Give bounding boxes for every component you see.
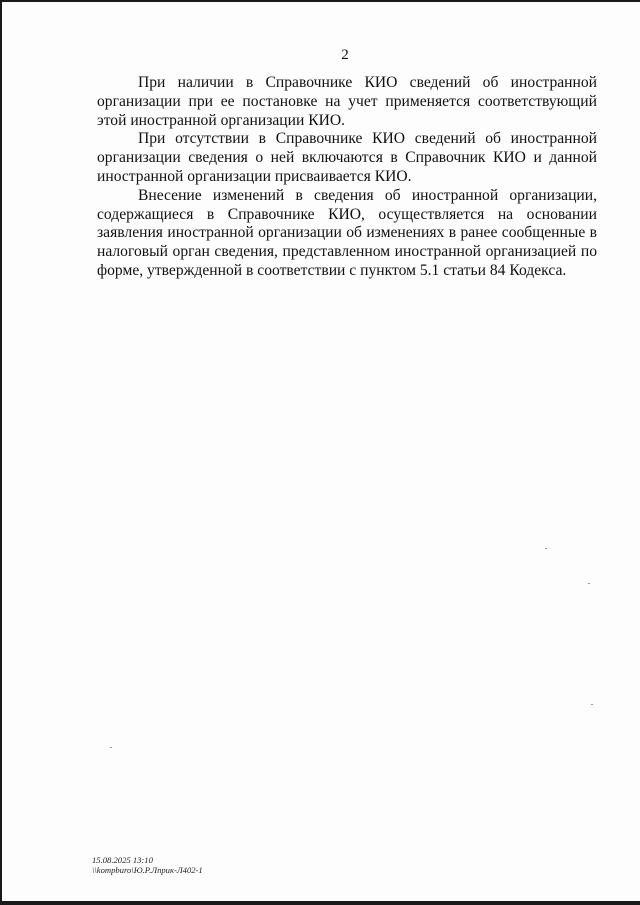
scan-speck: [591, 704, 593, 705]
document-body: [97, 74, 597, 281]
footer-file-path: \\kompburo\Ю.Р.Лприк-Л402-1: [92, 864, 203, 875]
paragraph-1: При наличии в Справочнике КИО сведений об иностранной организации при ее постановке на учет применяется соответствующий этой иностранной организации КИО.: [97, 74, 597, 129]
scan-speck: [110, 747, 112, 748]
scan-speck: [588, 583, 590, 584]
scan-edge-left: [0, 0, 2, 905]
paragraph-2: При отсутствии в Справочнике КИО сведений об иностранной организации сведения о ней включаются в Справочник КИО и данной иностранной организации присваивается КИО.: [97, 130, 597, 185]
footer-datetime: 15.08.2025 13:10: [92, 855, 153, 865]
paragraph-3: Внесение изменений в сведения об иностранной организации, содержащиеся в Справочнике КИО, осуществляется на основании заявления иностранной организации об изменениях в ранее сообщенные в налоговый орган сведения, представленном иностранной организацией по форме, утвержденной в соответствии с пунктом 5.1 статьи 84 Кодекса.: [97, 186, 597, 279]
scan-edge-top: [0, 0, 640, 2]
document-footer: [92, 856, 203, 875]
scan-speck: [545, 548, 547, 549]
page-number: 2: [341, 47, 349, 63]
scan-edge-bottom: [0, 901, 640, 905]
